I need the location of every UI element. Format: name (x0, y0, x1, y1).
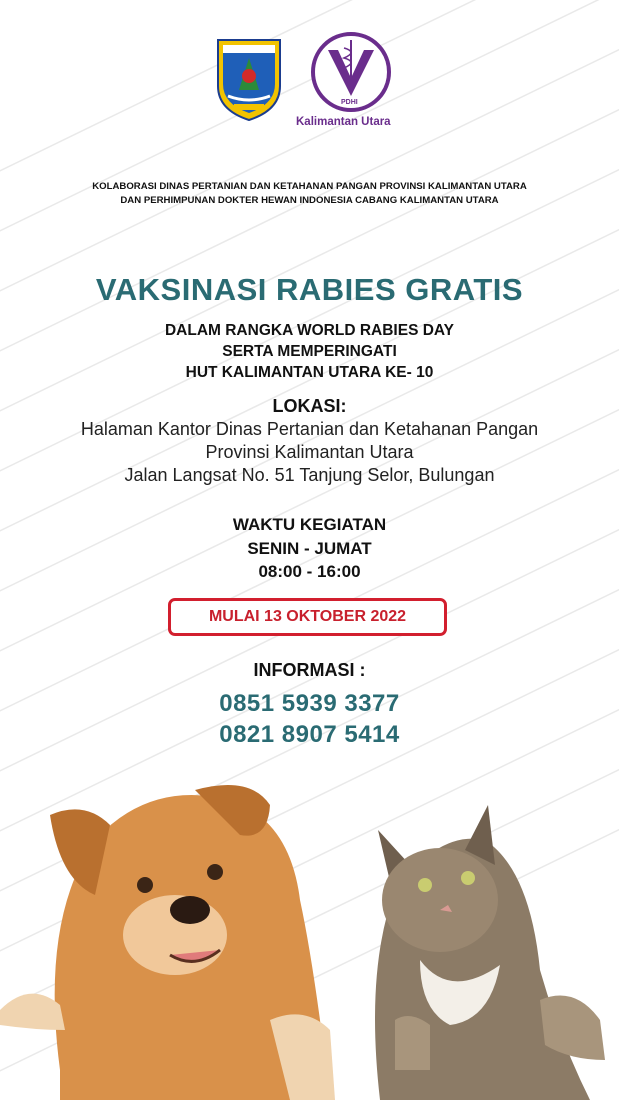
subtitle (0, 320, 619, 383)
pdhi-region-text: Kalimantan Utara (296, 116, 391, 128)
pdhi-abbr-text: PDHI (341, 99, 358, 106)
collaboration-text (0, 180, 619, 208)
phone-number-1[interactable]: 0851 5939 3377 (219, 690, 400, 717)
location-line-2: Provinsi Kalimantan Utara (205, 442, 414, 462)
location-line-3: Jalan Langsat No. 51 Tanjung Selor, Bulungan (124, 465, 495, 485)
subtitle-line-2: SERTA MEMPERINGATI (222, 343, 397, 360)
pdhi-logo-icon (300, 30, 410, 130)
schedule-days: SENIN - JUMAT (247, 538, 372, 558)
kalimantan-utara-emblem-icon (214, 34, 284, 122)
phone-number-2[interactable]: 0821 8907 5414 (219, 721, 400, 748)
dog-and-cat-illustration (0, 770, 619, 1100)
schedule (0, 513, 619, 584)
location-label: LOKASI: (272, 396, 347, 416)
page-title: VAKSINASI RABIES GRATIS (95, 272, 524, 307)
location-line-1: Halaman Kantor Dinas Pertanian dan Ketahanan Pangan (80, 419, 539, 439)
start-date-badge: MULAI 13 OKTOBER 2022 (168, 598, 447, 636)
dog-icon (0, 785, 335, 1100)
information-label: INFORMASI : (253, 660, 366, 680)
subtitle-line-3: HUT KALIMANTAN UTARA KE- 10 (185, 364, 434, 381)
collaboration-line-1: KOLABORASI DINAS PERTANIAN DAN KETAHANAN PANGAN PROVINSI KALIMANTAN UTARA (92, 181, 527, 192)
subtitle-line-1: DALAM RANGKA WORLD RABIES DAY (164, 322, 455, 339)
cat-icon (375, 805, 605, 1100)
contact-phones (0, 688, 619, 750)
schedule-hours: 08:00 - 16:00 (258, 562, 361, 581)
logo-row (0, 30, 619, 135)
schedule-label: WAKTU KEGIATAN (232, 515, 387, 534)
location-address (0, 418, 619, 487)
collaboration-line-2: DAN PERHIMPUNAN DOKTER HEWAN INDONESIA CABANG KALIMANTAN UTARA (120, 195, 499, 206)
